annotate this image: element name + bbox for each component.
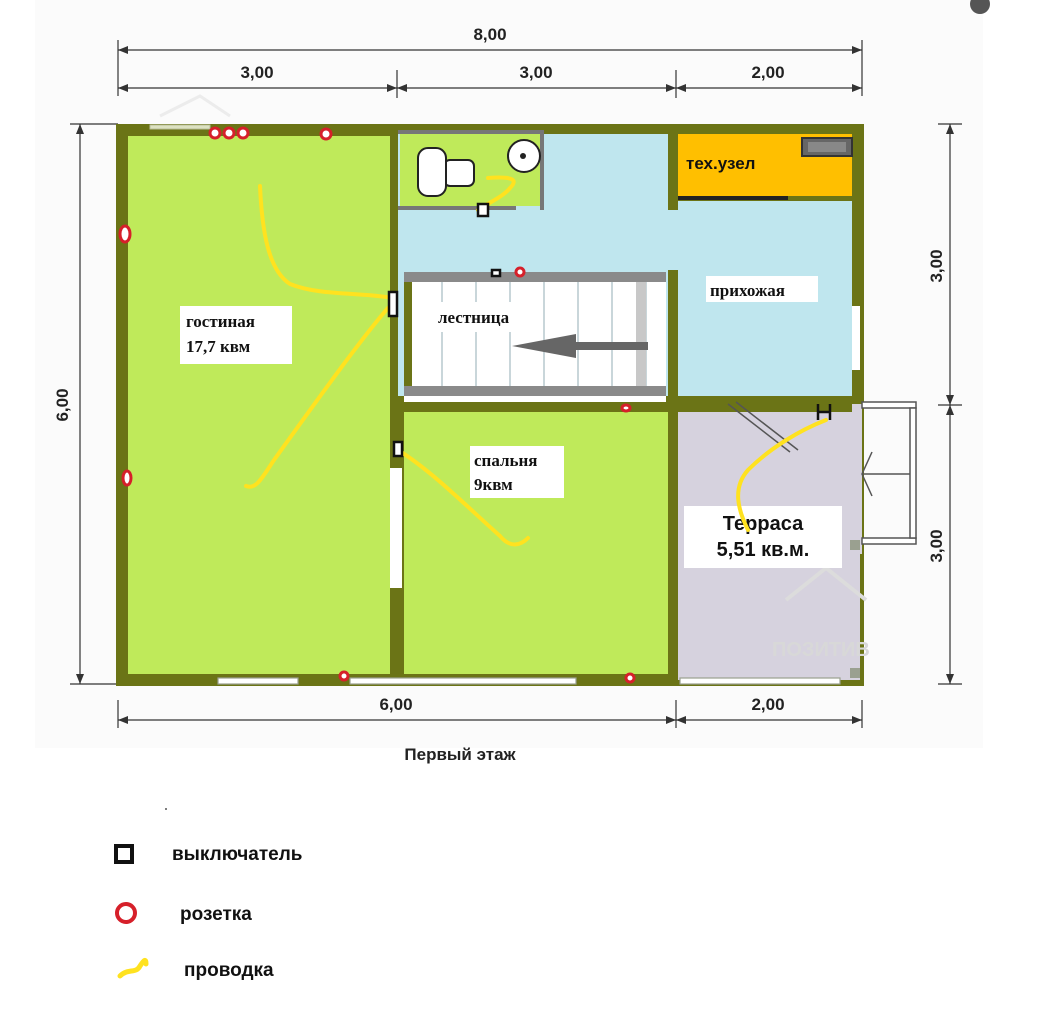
living-door-opening bbox=[390, 468, 402, 588]
socket-icon bbox=[224, 128, 234, 138]
living-room-name: гостиная bbox=[186, 312, 255, 331]
sink-icon bbox=[508, 140, 540, 172]
boiler-icon bbox=[802, 138, 852, 156]
socket-icon bbox=[117, 904, 135, 922]
dim-bottom-segment-2: 2,00 bbox=[751, 695, 785, 714]
socket-icon bbox=[123, 471, 131, 485]
hall-right-opening bbox=[852, 306, 860, 370]
top-windows bbox=[150, 125, 210, 129]
dim-left-total: 6,00 bbox=[53, 388, 72, 422]
dim-right-segment-1: 3,00 bbox=[927, 249, 946, 283]
terrace-area: 5,51 кв.м. bbox=[716, 539, 810, 561]
legend-socket-label: розетка bbox=[180, 904, 252, 925]
socket-icon bbox=[622, 405, 630, 411]
legend-wiring-label: проводка bbox=[184, 960, 274, 981]
stairs-name: лестница bbox=[438, 308, 510, 327]
dim-right-segment-2: 3,00 bbox=[927, 529, 946, 563]
switch-icon bbox=[389, 292, 397, 316]
dim-top-segment-1: 3,00 bbox=[240, 63, 274, 82]
switch-icon bbox=[492, 270, 500, 276]
socket-icon bbox=[210, 128, 220, 138]
dim-top-total: 8,00 bbox=[473, 25, 507, 44]
socket-icon bbox=[626, 674, 634, 682]
socket-icon bbox=[516, 268, 524, 276]
legend-switch-label: выключатель bbox=[172, 844, 303, 865]
stray-dot bbox=[165, 808, 167, 810]
tech-room-partition bbox=[678, 196, 788, 200]
living-room-area: 17,7 квм bbox=[186, 337, 251, 356]
tech-room-name: тех.узел bbox=[686, 154, 756, 173]
hall-name: прихожая bbox=[710, 281, 785, 300]
terrace-right-opening bbox=[852, 404, 862, 554]
switch-icon bbox=[394, 442, 402, 456]
socket-icon bbox=[321, 129, 331, 139]
terrace-name: Терраса bbox=[722, 513, 804, 535]
switch-icon bbox=[478, 204, 488, 216]
dim-top-segment-2: 3,00 bbox=[519, 63, 553, 82]
dim-bottom-segment-1: 6,00 bbox=[379, 695, 413, 714]
watermark-text: ПОЗИТИВ bbox=[772, 639, 870, 661]
bedroom-area: 9квм bbox=[474, 475, 513, 494]
floor-caption: Первый этаж bbox=[404, 745, 516, 764]
living-room-floor bbox=[128, 136, 390, 674]
dim-top-segment-3: 2,00 bbox=[751, 63, 785, 82]
socket-icon bbox=[120, 226, 130, 242]
wiring-icon bbox=[120, 960, 146, 976]
legend bbox=[116, 844, 302, 981]
socket-icon bbox=[238, 128, 248, 138]
bedroom-name: спальня bbox=[474, 451, 538, 470]
staircase bbox=[404, 272, 666, 402]
switch-icon bbox=[116, 846, 132, 862]
socket-icon bbox=[340, 672, 348, 680]
